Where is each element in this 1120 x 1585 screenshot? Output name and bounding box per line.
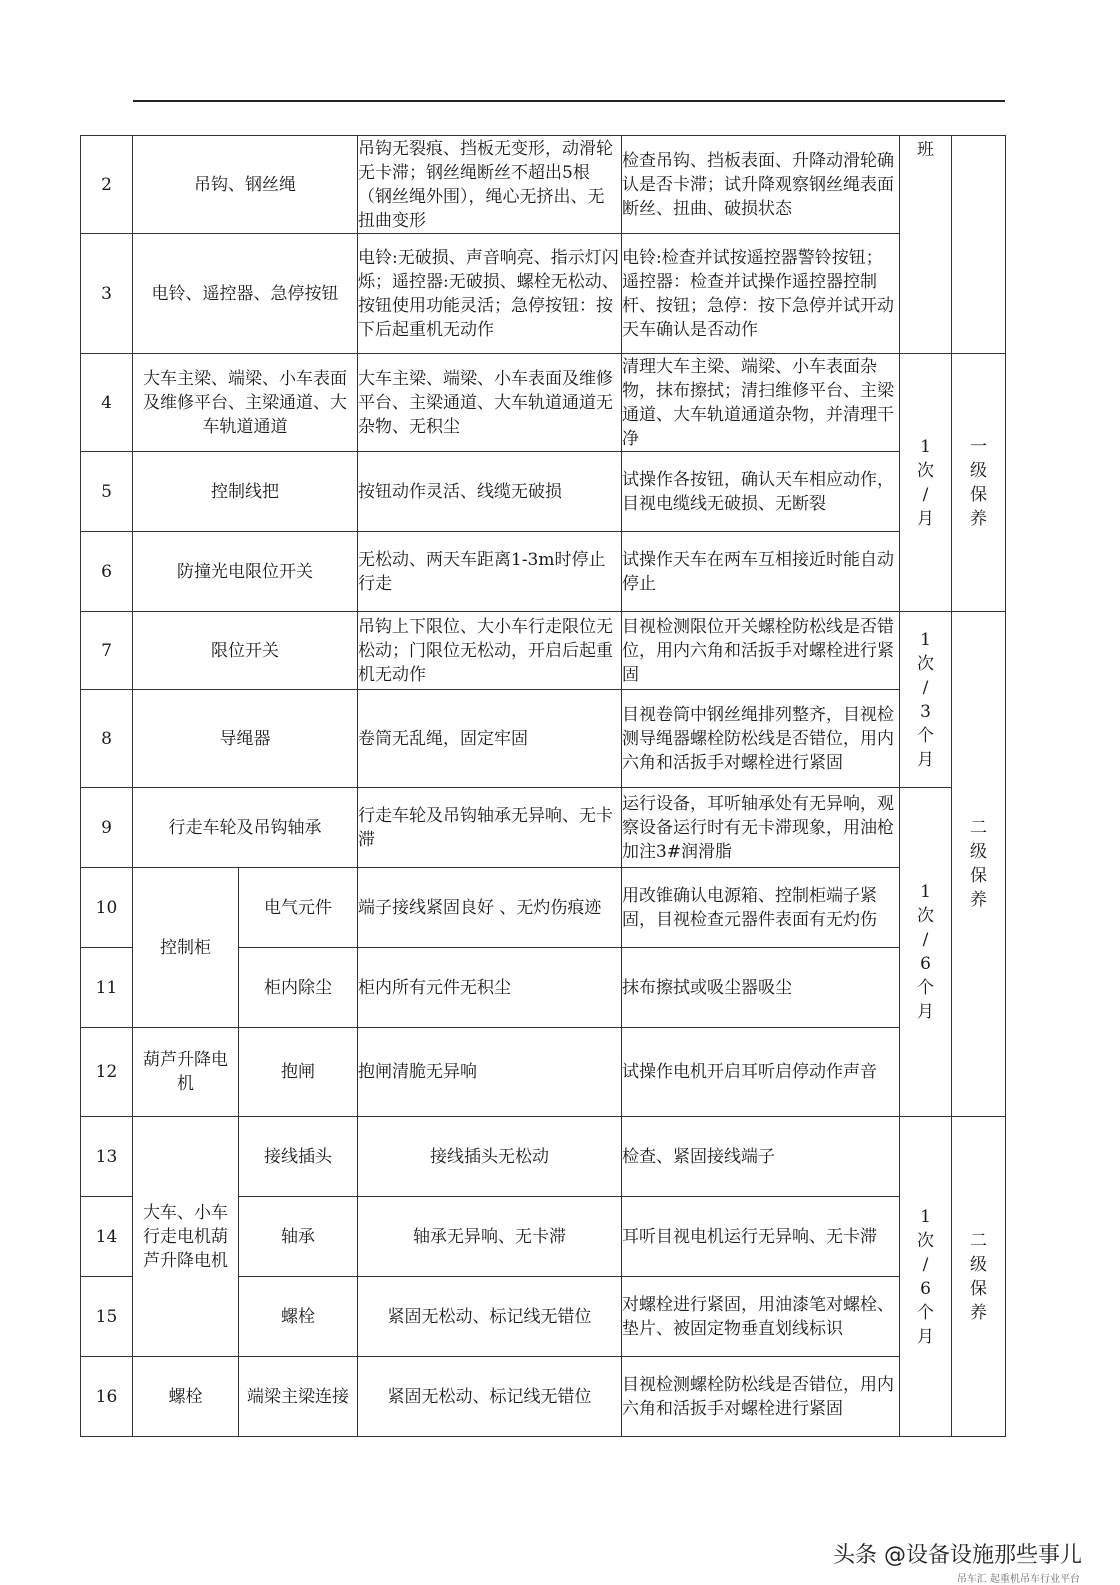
group-name: 螺栓 [133,1357,239,1437]
item-name: 电铃、遥控器、急停按钮 [133,234,358,354]
level-second-2: 二 级 保 养 [952,1117,1006,1437]
standard: 接线插头无松动 [358,1117,622,1197]
row-number: 12 [81,1028,133,1117]
standard: 无松动、两天车距离1-3m时停止行走 [358,532,622,612]
table-row [81,532,1006,612]
sub-item: 螺栓 [239,1277,358,1357]
method: 试操作电机开启耳听启停动作声音 [622,1028,900,1117]
item-name: 防撞光电限位开关 [133,532,358,612]
sub-item: 电气元件 [239,868,358,948]
table-row [81,690,1006,788]
item-name: 行走车轮及吊钩轴承 [133,788,358,868]
level-first: 一 级 保 养 [952,354,1006,612]
table-row [81,788,1006,868]
frequency-shift: 班 [900,136,952,354]
group-name: 葫芦升降电机 [133,1028,239,1117]
method: 抹布擦拭或吸尘器吸尘 [622,948,900,1028]
item-name: 限位开关 [133,612,358,690]
item-name: 大车主梁、端梁、小车表面及维修平台、主梁通道、大车轨道通道 [133,354,358,452]
standard: 按钮动作灵活、线缆无破损 [358,452,622,532]
row-number: 4 [81,354,133,452]
standard: 端子接线紧固良好 、无灼伤痕迹 [358,868,622,948]
method: 对螺栓进行紧固，用油漆笔对螺栓、垫片、被固定物垂直划线标识 [622,1277,900,1357]
standard: 紧固无松动、标记线无错位 [358,1277,622,1357]
sub-item: 轴承 [239,1197,358,1277]
row-number: 3 [81,234,133,354]
standard: 抱闸清脆无异响 [358,1028,622,1117]
group-name: 控制柜 [133,868,239,1028]
row-number: 16 [81,1357,133,1437]
sub-item: 接线插头 [239,1117,358,1197]
method: 目视卷筒中钢丝绳排列整齐，目视检测导绳器螺栓防松线是否错位，用内六角和活扳手对螺栓进行紧固 [622,690,900,788]
row-number: 5 [81,452,133,532]
sub-item: 端梁主梁连接 [239,1357,358,1437]
sub-item: 抱闸 [239,1028,358,1117]
method: 清理大车主梁、端梁、小车表面杂物，抹布擦拭；清扫维修平台、主梁通道、大车轨道通道杂物，并清理干净 [622,354,900,452]
standard: 吊钩上下限位、大小车行走限位无松动；门限位无松动，开启后起重机无动作 [358,612,622,690]
sub-item: 柜内除尘 [239,948,358,1028]
row-number: 6 [81,532,133,612]
standard: 紧固无松动、标记线无错位 [358,1357,622,1437]
table-row [81,354,1006,452]
row-number: 11 [81,948,133,1028]
table-row [81,1028,1006,1117]
table-row [81,234,1006,354]
method: 电铃:检查并试按遥控器警铃按钮；遥控器：检查并试操作遥控器控制杆、按钮；急停：按下急停并试开动天车确认是否动作 [622,234,900,354]
brand-logo: 吊车汇 起重机吊车行业平台 [956,1574,1080,1585]
row-number: 10 [81,868,133,948]
row-number: 2 [81,136,133,234]
method: 运行设备，耳听轴承处有无异响，观察设备运行时有无卡滞现象，用油枪加注3#润滑脂 [622,788,900,868]
table-row [81,868,1006,948]
row-number: 14 [81,1197,133,1277]
standard: 柜内所有元件无积尘 [358,948,622,1028]
method: 目视检测限位开关螺栓防松线是否错位，用内六角和活扳手对螺栓进行紧固 [622,612,900,690]
row-number: 13 [81,1117,133,1197]
standard: 吊钩无裂痕、挡板无变形，动滑轮无卡滞；钢丝绳断丝不超出5根（钢丝绳外围），绳心无挤出、无扭曲变形 [358,136,622,234]
table-row [81,452,1006,532]
row-number: 15 [81,1277,133,1357]
standard: 大车主梁、端梁、小车表面及维修平台、主梁通道、大车轨道通道无杂物、无积尘 [358,354,622,452]
method: 检查、紧固接线端子 [622,1117,900,1197]
maintenance-table [80,135,1006,1437]
frequency-half-year: 1 次 / 6 个 月 [900,788,952,1117]
frequency-quarterly: 1 次 / 3 个 月 [900,612,952,788]
method: 检查吊钩、挡板表面、升降动滑轮确认是否卡滞；试升降观察钢丝绳表面断丝、扭曲、破损状态 [622,136,900,234]
row-number: 8 [81,690,133,788]
method: 目视检测螺栓防松线是否错位，用内六角和活扳手对螺栓进行紧固 [622,1357,900,1437]
standard: 卷筒无乱绳，固定牢固 [358,690,622,788]
group-name: 大车、小车行走电机葫芦升降电机 [133,1117,239,1357]
frequency-half-year-2: 1 次 / 6 个 月 [900,1117,952,1437]
method: 试操作天车在两车互相接近时能自动停止 [622,532,900,612]
standard: 电铃:无破损、声音响亮、指示灯闪烁；遥控器:无破损、螺栓无松动、按钮使用功能灵活；急停按钮：按下后起重机无动作 [358,234,622,354]
header-rule [133,100,1005,102]
standard: 行走车轮及吊钩轴承无异响、无卡滞 [358,788,622,868]
table-row [81,1117,1006,1197]
method: 耳听目视电机运行无异响、无卡滞 [622,1197,900,1277]
row-number: 7 [81,612,133,690]
item-name: 控制线把 [133,452,358,532]
method: 用改锥确认电源箱、控制柜端子紧固，目视检查元器件表面有无灼伤 [622,868,900,948]
table-row [81,136,1006,234]
standard: 轴承无异响、无卡滞 [358,1197,622,1277]
row-number: 9 [81,788,133,868]
table-row [81,612,1006,690]
item-name: 吊钩、钢丝绳 [133,136,358,234]
item-name: 导绳器 [133,690,358,788]
level-second: 二 级 保 养 [952,612,1006,1117]
table-row [81,1357,1006,1437]
footer-watermark: 头条 @设备设施那些事儿 [833,1543,1082,1568]
level-empty [952,136,1006,354]
frequency-monthly: 1 次 / 月 [900,354,952,612]
method: 试操作各按钮，确认天车相应动作，目视电缆线无破损、无断裂 [622,452,900,532]
